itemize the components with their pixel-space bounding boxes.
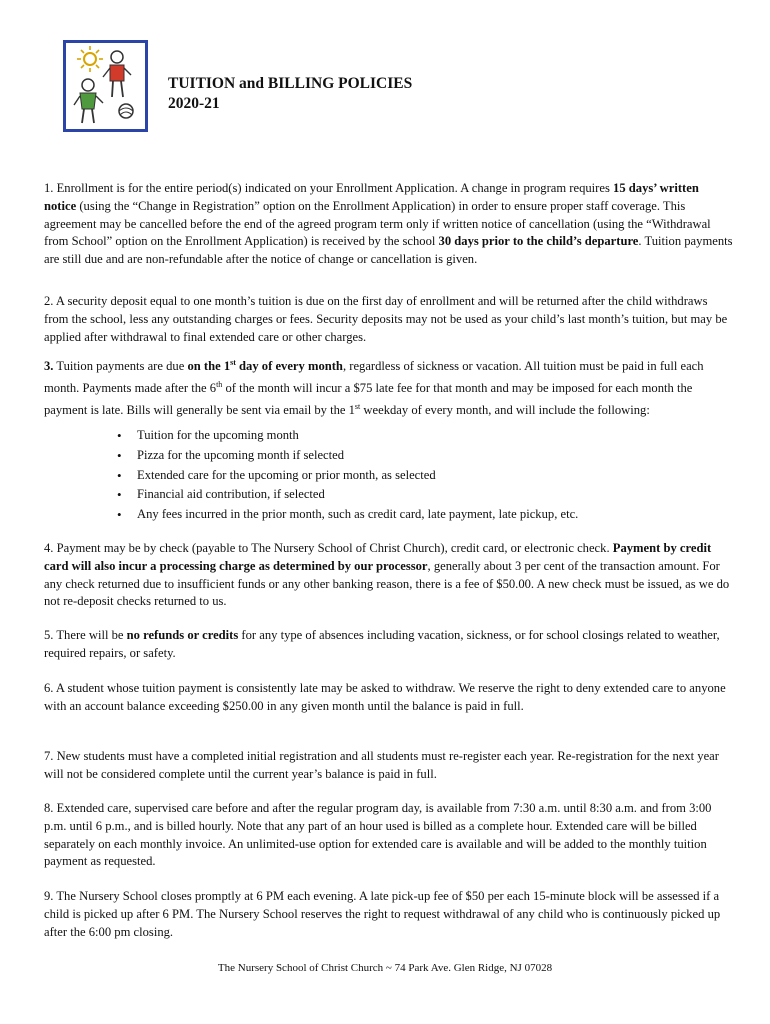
policy-1-text-c: (using the “Change in Registration” option on the Enrollment Application) in order to ensure proper staff coverage. This agreement may be cancelled before the end of the agreed program term only if written notice of cancellation (using the “Withdrawal from School” option on the Enrollment Application) is received by the school: [44, 198, 711, 249]
list-item: • Any fees incurred in the prior month, such as credit card, late payment, late pickup, etc.: [117, 505, 578, 525]
policy-3-number: 3.: [44, 359, 54, 374]
policy-3-sup-st: st: [230, 358, 236, 367]
policy-4-payment-methods: [44, 540, 734, 611]
policy-4-bold-processing: Payment by credit card will also incur a processing charge as determined by our processor: [44, 541, 712, 573]
policy-1-text-e: . Tuition payments are still due and are non-refundable after the notice of change or cancellation is given.: [44, 234, 733, 267]
policy-3-sup-th: th: [216, 379, 223, 389]
page-footer: The Nursery School of Christ Church ~ 74 Park Ave. Glen Ridge, NJ 07028: [217, 962, 553, 974]
page-title: [168, 74, 412, 114]
policy-1-bold-notice: 15 days’ written notice: [44, 181, 699, 213]
policy-3-tuition-due: [44, 354, 734, 420]
list-item: • Pizza for the upcoming month if selected: [117, 446, 578, 466]
policy-9-late-pickup: 9. The Nursery School closes promptly at 6 PM each evening. A late pick-up fee of $50 per each 15-minute block will be assessed if a child is picked up after 6 PM. The Nursery School reserves the right to request withdrawal of any child who is continuously picked up after the 6:00 pm closing.: [44, 889, 721, 939]
policy-5-no-refunds: [44, 627, 734, 663]
policy-3-bold-due-a: on the 1: [187, 359, 231, 374]
children-sun-logo-icon: [66, 43, 145, 129]
policy-3-text-e: weekday of every month, and will include the following:: [360, 403, 650, 418]
policy-7-registration: 7. New students must have a completed initial registration and all students must re-register each year. Re-registration for the next year will not be considered complete until the current year’s balance is paid in full.: [44, 749, 719, 781]
policy-3-text-a: Tuition payments are due: [53, 359, 188, 374]
policy-1-text-a: 1. Enrollment is for the entire period(s) indicated on your Enrollment Application. A change in program requires: [44, 181, 614, 195]
school-logo: [63, 40, 148, 132]
policy-4-text-a: 4. Payment may be by check (payable to The Nursery School of Christ Church), credit card, or electronic check.: [44, 541, 613, 555]
policy-1-enrollment: [44, 180, 734, 269]
title-text: TUITION and BILLING POLICIES: [168, 75, 413, 92]
policy-6-late-payment: 6. A student whose tuition payment is consistently late may be asked to withdraw. We reserve the right to deny extended care to anyone with an account balance exceeding $250.00 in any given month until the balance is paid in full.: [44, 681, 726, 713]
policy-1-bold-departure: 30 days prior to the child’s departure: [438, 234, 639, 249]
policy-3-sup-st-2: st: [354, 401, 361, 411]
policy-3-bold-due-b: day of every month: [235, 359, 343, 374]
title-year: 2020-21: [168, 95, 220, 112]
policy-5-bold-refunds: no refunds or credits: [126, 628, 239, 642]
policy-3-bold-due: [187, 359, 343, 373]
policy-3-text-c: , regardless of sickness or vacation. All tuition must be paid in full each month. Payments made after the 6: [44, 359, 704, 396]
list-item: • Extended care for the upcoming or prior month, as selected: [117, 466, 578, 486]
policy-5-text-c: for any type of absences including vacation, sickness, or for school closings related to weather, required repairs, or safety.: [44, 628, 720, 660]
bill-items-list: [117, 426, 578, 525]
policy-4-text-c: , generally about 3 per cent of the transaction amount. For any check returned due to insufficient funds or any other banking reason, there is a fee of $50.00. A new check must be issued, as we do not re-deposit checks returned to us.: [44, 558, 730, 609]
policy-8-extended-care: 8. Extended care, supervised care before and after the regular program day, is available from 7:30 a.m. until 8:30 a.m. and from 3:00 p.m. until 6 p.m., and is billed hourly. Note that any part of an hour used is billed as a complete hour. Extended care will be billed separately on each monthly invoice. An unlimited-use option for extended care is available and will be added to the monthly tuition payment as requested.: [44, 801, 712, 869]
policy-3-text-d: of the month will incur a $75 late fee for that month and may be imposed for each month the payment is late. Bills will generally be sent via email by the 1: [44, 381, 693, 418]
policy-5-text-a: 5. There will be: [44, 628, 127, 642]
list-item: • Financial aid contribution, if selected: [117, 485, 578, 505]
list-item: • Tuition for the upcoming month: [117, 426, 578, 446]
policy-2-security-deposit: 2. A security deposit equal to one month’s tuition is due on the first day of enrollment and will be returned after the child withdraws from the school, less any outstanding charges or fees. Security deposits may not be used as your child’s last month’s tuition, but may be applied after withdrawal to final extended care or other charges.: [44, 294, 728, 344]
